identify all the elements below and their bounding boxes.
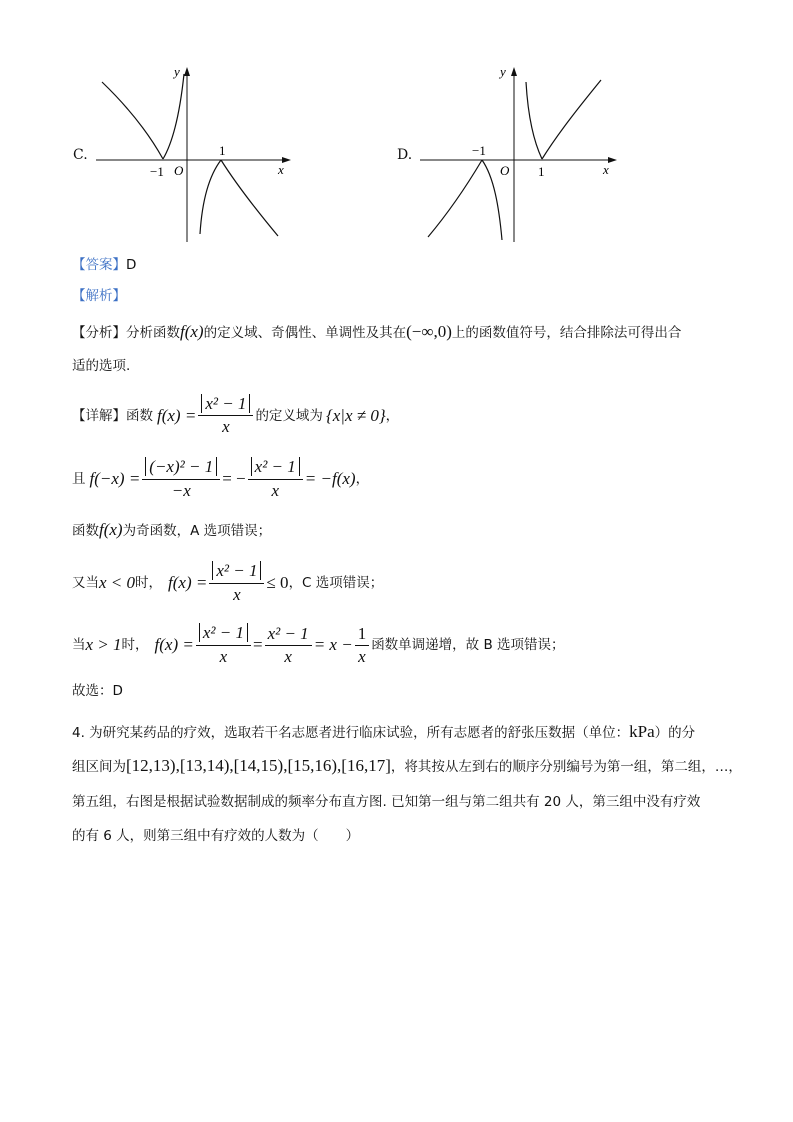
graph-c-neg1: −1 bbox=[150, 164, 164, 179]
pos-num1: x² − 1 bbox=[199, 623, 248, 642]
neg-rel: ≤ 0 bbox=[266, 573, 289, 592]
pos-den2: x bbox=[284, 646, 292, 666]
odd-qie: 且 bbox=[72, 471, 86, 487]
pos-eq: = bbox=[252, 635, 263, 654]
fenxi-fx: f(x) bbox=[180, 322, 204, 341]
odd-rhs: = −f(x) bbox=[304, 469, 356, 488]
odd-den2: x bbox=[271, 481, 279, 500]
pos-den1: x bbox=[219, 647, 228, 666]
neg-text-c: ，C 选项错误； bbox=[288, 575, 384, 591]
answer-line bbox=[72, 255, 136, 275]
odd-conclusion-a: 函数 bbox=[72, 523, 99, 539]
xiangjie-text-a: 函数 bbox=[126, 407, 153, 424]
q4-line-3: 第五组，右图是根据试验数据制成的频率分布直方图. 已知第一组与第二组共有 20 人，第三组中没有疗效 bbox=[72, 794, 701, 810]
graph-d-x-label: x bbox=[603, 162, 609, 177]
q4-line2-a: 组区间为 bbox=[72, 759, 126, 775]
fenxi-text-c: 上的函数值符号，结合排除法可得出合 bbox=[451, 325, 682, 341]
neg-text-a: 又当 bbox=[72, 575, 99, 591]
odd-conclusion bbox=[72, 520, 271, 541]
q4-line-2 bbox=[72, 756, 742, 777]
pos-fraction-3 bbox=[355, 623, 370, 668]
graph-option-c bbox=[88, 62, 298, 247]
q4-line-1 bbox=[72, 722, 695, 743]
pos-text-a: 当 bbox=[72, 637, 86, 653]
graph-d-y-label: y bbox=[500, 64, 506, 79]
fenxi-line-2: 适的选项. bbox=[72, 358, 131, 374]
graph-c-y-label: y bbox=[174, 64, 180, 79]
odd-fraction-1 bbox=[142, 456, 220, 502]
xiangjie-fx: f(x) = bbox=[157, 405, 197, 425]
graph-c-x-label: x bbox=[278, 162, 284, 177]
odd-den1: −x bbox=[171, 481, 191, 500]
graph-c-one: 1 bbox=[219, 143, 226, 158]
option-d-label: D. bbox=[397, 147, 413, 163]
answer-tag: 【答案】 bbox=[72, 257, 126, 273]
odd-lhs: f(−x) = bbox=[89, 469, 141, 488]
odd-fraction-2 bbox=[248, 456, 303, 502]
neg-num: x² − 1 bbox=[212, 561, 261, 580]
fenxi-text-b: 的定义域、奇偶性、单调性及其在 bbox=[203, 325, 407, 341]
option-c-label: C. bbox=[73, 147, 88, 163]
odd-num2: x² − 1 bbox=[251, 457, 300, 476]
neg-text-b: 时， bbox=[135, 575, 163, 591]
pos-fx: f(x) = bbox=[154, 635, 194, 654]
xiangjie-line bbox=[72, 393, 399, 438]
neg-cond: x < 0 bbox=[99, 573, 136, 592]
pos-num2: x² − 1 bbox=[265, 623, 312, 646]
analysis-tag: 【解析】 bbox=[72, 288, 126, 304]
negative-case-line bbox=[72, 560, 383, 606]
xiangjie-tag: 【详解】 bbox=[72, 407, 126, 424]
graph-d-origin: O bbox=[500, 163, 510, 178]
pos-text-b: 时， bbox=[121, 637, 149, 653]
odd-comma: ， bbox=[355, 471, 370, 487]
graph-d-neg1: −1 bbox=[472, 143, 486, 158]
graph-c-origin: O bbox=[174, 163, 184, 178]
q4-unit: kPa bbox=[629, 722, 655, 741]
q4-line-4: 的有 6 人，则第三组中有疗效的人数为（ ） bbox=[72, 828, 360, 844]
fenxi-text-a: 分析函数 bbox=[126, 325, 180, 341]
xiangjie-den: x bbox=[222, 417, 230, 436]
odd-conclusion-fx: f(x) bbox=[99, 520, 123, 539]
q4-line2-b: ，将其按从左到右的顺序分别编号为第一组，第二组，…， bbox=[390, 759, 742, 775]
graph-option-d bbox=[414, 62, 624, 247]
graph-d-one: 1 bbox=[538, 164, 545, 179]
xiangjie-fraction bbox=[198, 393, 253, 438]
odd-conclusion-b: 为奇函数，A 选项错误； bbox=[122, 523, 272, 539]
neg-den: x bbox=[233, 585, 241, 604]
q4-line1-a: 4. 为研究某药品的疗效，选取若干名志愿者进行临床试验，所有志愿者的舒张压数据（单位： bbox=[72, 725, 630, 741]
odd-line bbox=[72, 456, 369, 502]
pos-den3: x bbox=[358, 646, 366, 666]
xiangjie-comma: ， bbox=[385, 407, 400, 424]
odd-num1: (−x)² − 1 bbox=[145, 457, 217, 476]
answer-value: D bbox=[126, 257, 137, 273]
pos-fraction-1 bbox=[196, 622, 251, 668]
q4-line1-b: ）的分 bbox=[654, 725, 696, 741]
pos-cond: x > 1 bbox=[85, 635, 122, 654]
pos-num3: 1 bbox=[355, 623, 370, 646]
choose-line: 故选：D bbox=[72, 683, 123, 699]
fenxi-line-1 bbox=[72, 322, 681, 343]
odd-eq2: = − bbox=[222, 469, 246, 488]
neg-fraction bbox=[209, 560, 264, 606]
q4-intervals: [12,13),[13,14),[14,15),[15,16),[16,17] bbox=[126, 756, 391, 775]
xiangjie-domain: {x|x ≠ 0} bbox=[325, 405, 386, 425]
xiangjie-text-b: 的定义域为 bbox=[255, 407, 323, 424]
pos-fraction-2 bbox=[265, 623, 312, 668]
neg-fx: f(x) = bbox=[168, 573, 208, 592]
xiangjie-num: x² − 1 bbox=[201, 394, 250, 413]
positive-case-line bbox=[72, 622, 565, 668]
fenxi-tag: 【分析】 bbox=[72, 325, 126, 341]
pos-eq2: = x − bbox=[313, 635, 353, 654]
pos-text-c: 函数单调递增，故 B 选项错误； bbox=[371, 637, 565, 653]
fenxi-interval: (−∞,0) bbox=[406, 322, 452, 341]
